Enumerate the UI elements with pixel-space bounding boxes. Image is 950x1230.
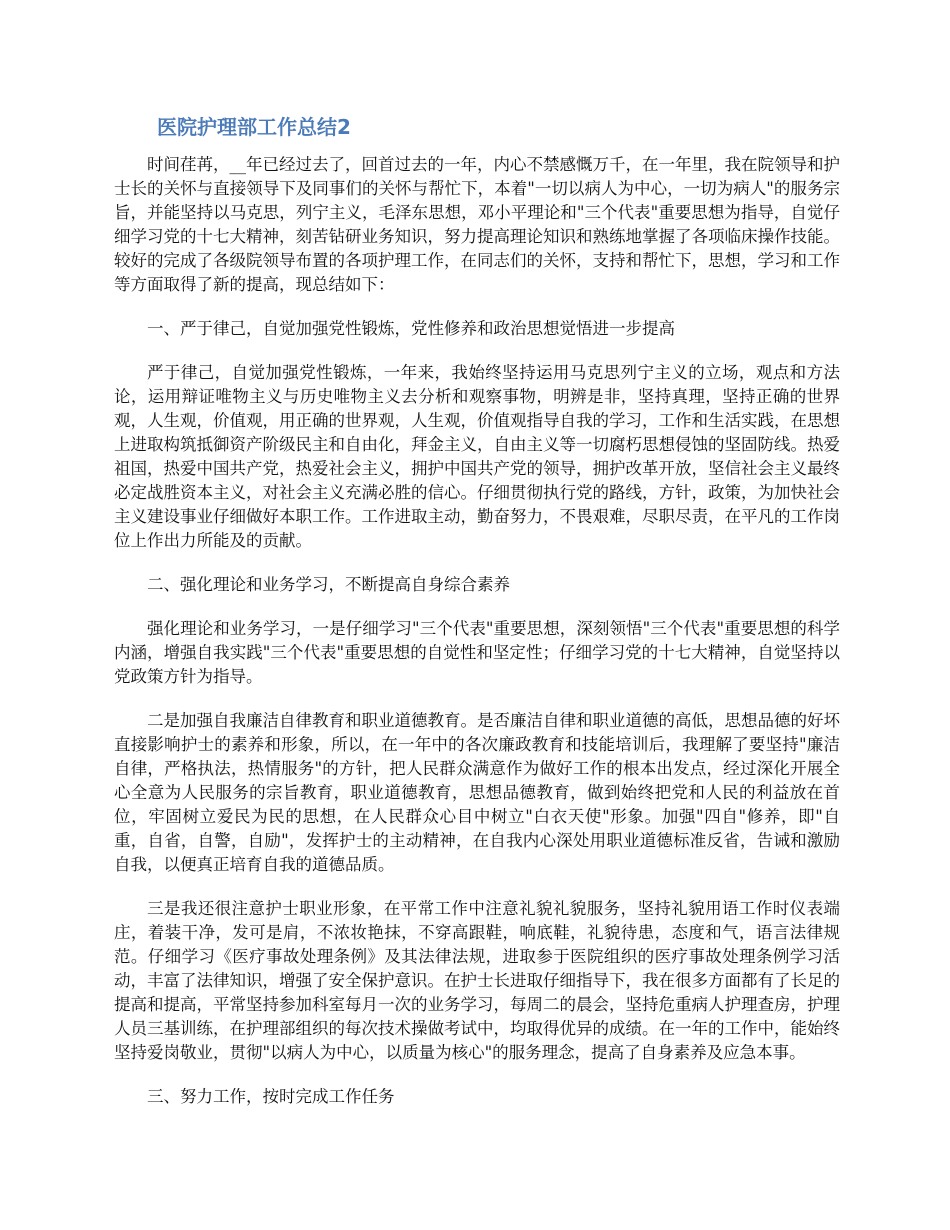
paragraph-section-2-part-3: 三是我还很注意护士职业形象，在平常工作中注意礼貌礼貌服务，坚持礼貌用语工作时仪表端庄，着装干净，发可是肩，不浓妆艳抹，不穿高跟鞋，响底鞋，礼貌待患，态度和气，语言法律规范。仔细学习《医疗事故处理条例》及其法律法规，进取参于医院组织的医疗事故处理条例学习活动，丰富了法律知识，增强了安全保护意识。在护士长进取仔细指导下，我在很多方面都有了长足的提高和提高，平常坚持参加科室每月一次的业务学习，每周二的晨会，坚持危重病人护理查房，护理人员三基训练，在护理部组织的每次技术操做考试中，均取得优异的成绩。在一年的工作中，能始终坚持爱岗敬业，贯彻"以病人为中心，以质量为核心"的服务理念，提高了自身素养及应急本事。 [114,899,840,1062]
paragraph-section-2-part-1: 强化理论和业务学习，一是仔细学习"三个代表"重要思想，深刻领悟"三个代表"重要思想的科学内涵，增强自我实践"三个代表"重要思想的自觉性和坚定性；仔细学习党的十七大精神，自觉坚持以党政策方针为指导。 [114,619,840,686]
document-body [114,153,840,1129]
section-heading-3: 三、努力工作，按时完成工作任务 [147,1087,395,1106]
paragraph-intro: 时间荏苒，__年已经过去了，回首过去的一年，内心不禁感慨万千，在一年里，我在院领导和护士长的关怀与直接领导下及同事们的关怀与帮忙下，本着"一切以病人为中心，一切为病人"的服务宗旨，并能坚持以马克思，列宁主义，毛泽东思想，邓小平理论和"三个代表"重要思想为指导，自觉仔细学习党的十七大精神，刻苦钻研业务知识，努力提高理论知识和熟练地掌握了各项临床操作技能。较好的完成了各级院领导布置的各项护理工作，在同志们的关怀，支持和帮忙下，思想，学习和工作等方面取得了新的提高，现总结如下： [114,155,840,294]
paragraph-section-2-part-2: 二是加强自我廉洁自律教育和职业道德教育。是否廉洁自律和职业道德的高低，思想品德的好坏直接影响护士的素养和形象，所以，在一年中的各次廉政教育和技能培训后，我理解了要坚持"廉洁自律，严格执法，热情服务"的方针，把人民群众满意作为做好工作的根本出发点，经过深化开展全心全意为人民服务的宗旨教育，职业道德教育，思想品德教育，做到始终把党和人民的利益放在首位，牢固树立爱民为民的思想，在人民群众心目中树立"白衣天使"形象。加强"四自"修养，即"自重，自省，自警，自励"，发挥护士的主动精神，在自我内心深处用职业道德标准反省，告诫和激励自我，以便真正培育自我的道德品质。 [114,711,840,874]
paragraph-section-1: 严于律己，自觉加强党性锻炼，一年来，我始终坚持运用马克思列宁主义的立场，观点和方法论，运用辩证唯物主义与历史唯物主义去分析和观察事物，明辨是非，坚持真理，坚持正确的世界观，人生观，价值观，用正确的世界观，人生观，价值观指导自我的学习，工作和生活实践，在思想上进取构筑抵御资产阶级民主和自由化，拜金主义，自由主义等一切腐朽思想侵蚀的坚固防线。热爱祖国，热爱中国共产党，热爱社会主义，拥护中国共产党的领导，拥护改革开放，坚信社会主义最终必定战胜资本主义，对社会主义充满必胜的信心。仔细贯彻执行党的路线，方针，政策，为加快社会主义建设事业仔细做好本职工作。工作进取主动，勤奋努力，不畏艰难，尽职尽责，在平凡的工作岗位上作出力所能及的贡献。 [114,363,840,550]
document-title: 医院护理部工作总结2 [157,115,351,139]
section-heading-2: 二、强化理论和业务学习，不断提高自身综合素养 [147,575,510,594]
section-heading-1: 一、严于律己，自觉加强党性锻炼，党性修养和政治思想觉悟进一步提高 [147,319,675,338]
